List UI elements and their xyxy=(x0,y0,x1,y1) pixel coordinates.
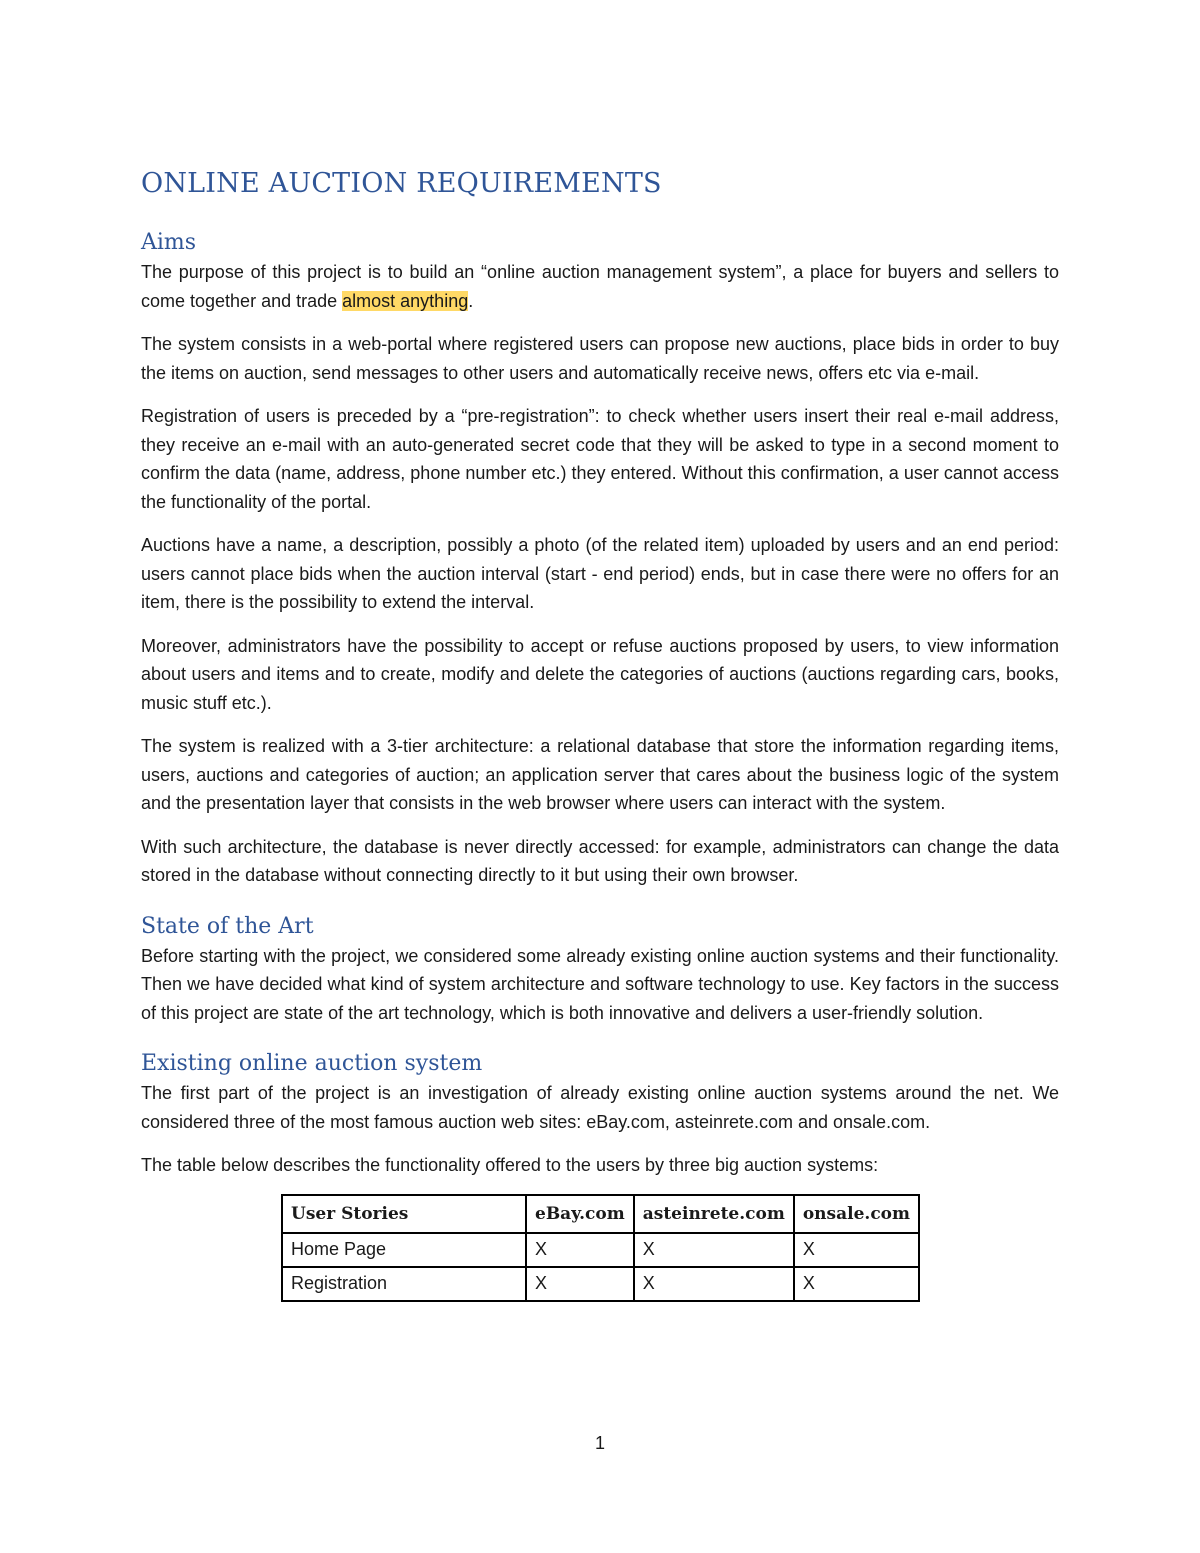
section-heading-aims: Aims xyxy=(141,230,197,255)
aims-p1-end: . xyxy=(468,290,474,311)
table-header-cell: User Stories xyxy=(282,1195,526,1233)
aims-p1-text: The purpose of this project is to build an “online auction management system”, a place for buyers and sellers to come together and trade xyxy=(141,262,1059,311)
aims-paragraph-7: With such architecture, the database is never directly accessed: for example, administrators can change the data stored in the database without connecting directly to it but using their own browser. xyxy=(141,836,1059,885)
aims-paragraph-2: The system consists in a web-portal where registered users can propose new auctions, place bids in order to buy the items on auction, send messages to other users and automatically receive news, offers etc via e-mail. xyxy=(141,334,1059,383)
aims-paragraph-4: Auctions have a name, a description, possibly a photo (of the related item) uploaded by users and an end period: users cannot place bids when the auction interval (start - end period) ends, but in case there were no offers for an item, there is the possibility to extend the interval. xyxy=(141,535,1059,612)
table-cell: X xyxy=(526,1267,634,1301)
table-header-cell: asteinrete.com xyxy=(634,1195,794,1233)
page-number: 1 xyxy=(594,1433,605,1453)
section-heading-state-of-art: State of the Art xyxy=(141,913,314,939)
user-stories-table xyxy=(281,1194,920,1302)
table-header-row xyxy=(282,1195,919,1233)
aims-paragraph-6: The system is realized with a 3-tier architecture: a relational database that store the information regarding items, users, auctions and categories of auction; an application server that cares about the business logic of the system and the presentation layer that consists in the web browser where users can interact with the system. xyxy=(141,736,1059,813)
table-cell: X xyxy=(794,1233,919,1267)
table-cell: Registration xyxy=(282,1267,526,1301)
table-cell: X xyxy=(526,1233,634,1267)
table-cell: X xyxy=(794,1267,919,1301)
aims-paragraph-3: Registration of users is preceded by a “pre-registration”: to check whether users insert their real e-mail address, they receive an e-mail with an auto-generated secret code that they will be asked to type in a second moment to confirm the data (name, address, phone number etc.) they entered. Without this confirmation, a user cannot access the functionality of the portal. xyxy=(141,406,1059,512)
table-header-cell: eBay.com xyxy=(526,1195,634,1233)
table-row xyxy=(282,1233,919,1267)
document-page xyxy=(141,166,1059,1302)
table-cell: X xyxy=(634,1267,794,1301)
table-cell: Home Page xyxy=(282,1233,526,1267)
table-cell: X xyxy=(634,1233,794,1267)
aims-paragraph-5: Moreover, administrators have the possibility to accept or refuse auctions proposed by users, to view information about users and items and to create, modify and delete the categories of auctions (auctions regarding cars, books, music stuff etc.). xyxy=(141,635,1059,713)
existing-paragraph-1: The first part of the project is an investigation of already existing online auction systems around the net. We considered three of the most famous auction web sites: eBay.com, asteinrete.com and onsale.com. xyxy=(141,1083,1059,1132)
existing-paragraph-2: The table below describes the functionality offered to the users by three big auction systems: xyxy=(141,1155,879,1175)
section-heading-existing-systems: Existing online auction system xyxy=(141,1051,483,1076)
document-title: ONLINE AUCTION REQUIREMENTS xyxy=(141,168,662,199)
table-row xyxy=(282,1267,919,1301)
highlighted-text: almost anything xyxy=(342,290,469,311)
state-of-art-paragraph: Before starting with the project, we considered some already existing online auction systems and their functionality. Then we have decided what kind of system architecture and software technology to use. Key factors in the success of this project are state of the art technology, which is both innovative and delivers a user-friendly solution. xyxy=(141,945,1059,1023)
table-header-cell: onsale.com xyxy=(794,1195,919,1233)
aims-paragraph-1 xyxy=(141,258,1059,315)
